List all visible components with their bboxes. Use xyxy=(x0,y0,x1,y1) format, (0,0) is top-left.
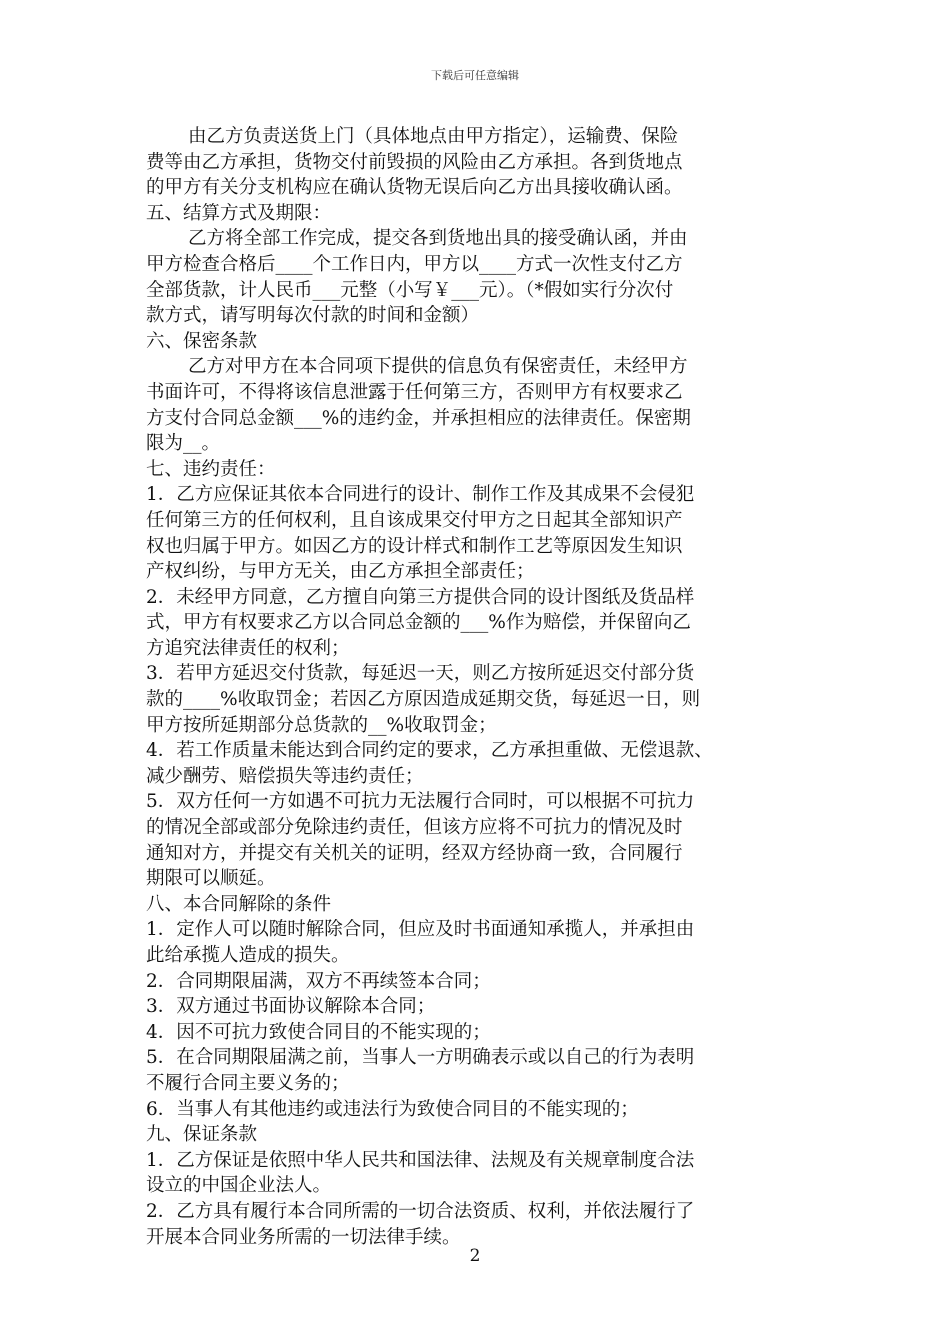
page-number: 2 xyxy=(469,1246,481,1266)
text-line: 期限可以顺延。 xyxy=(146,868,276,890)
text-line: 七、违约责任： xyxy=(146,458,276,480)
text-line: 六、保密条款 xyxy=(146,330,258,352)
text-line: 乙方将全部工作完成，提交各到货地出具的接受确认函，并由 xyxy=(188,228,688,250)
text-line: 5．双方任何一方如遇不可抗力无法履行合同时，可以根据不可抗力 xyxy=(146,791,695,813)
text-line: 乙方对甲方在本合同项下提供的信息负有保密责任，未经甲方 xyxy=(188,356,688,378)
text-line: 的情况全部或部分免除违约责任，但该方应将不可抗力的情况及时 xyxy=(146,817,683,839)
text-line: 通知对方，并提交有关机关的证明，经双方经协商一致，合同履行 xyxy=(146,842,683,864)
text-line: 费等由乙方承担，货物交付前毁损的风险由乙方承担。各到货地点 xyxy=(146,151,683,173)
text-line: 1．乙方应保证其依本合同进行的设计、制作工作及其成果不会侵犯 xyxy=(146,484,695,506)
text-line: 全部货款，计人民币___元整（小写￥___元）。（*假如实行分次付 xyxy=(146,279,674,301)
text-line: 6．当事人有其他违约或违法行为致使合同目的不能实现的； xyxy=(146,1098,639,1120)
text-line: 2．乙方具有履行本合同所需的一切合法资质、权利，并依法履行了 xyxy=(146,1200,695,1222)
text-line: 4．若工作质量未能达到合同约定的要求，乙方承担重做、无偿退款、 xyxy=(146,740,713,762)
text-line: 甲方检查合格后____个工作日内，甲方以____方式一次性支付乙方 xyxy=(146,253,683,275)
text-line: 4．因不可抗力致使合同目的不能实现的； xyxy=(146,1021,491,1043)
text-line: 五、结算方式及期限： xyxy=(146,202,332,224)
text-line: 不履行合同主要义务的； xyxy=(146,1072,350,1094)
text-line: 任何第三方的任何权利，且自该成果交付甲方之日起其全部知识产 xyxy=(146,509,683,531)
text-line: 限为__。 xyxy=(146,433,221,455)
text-line: 款方式，请写明每次付款的时间和金额） xyxy=(146,305,480,327)
text-line: 方追究法律责任的权利； xyxy=(146,637,350,659)
text-line: 九、保证条款 xyxy=(146,1124,258,1146)
text-line: 方支付合同总金额___%的违约金，并承担相应的法律责任。保密期 xyxy=(146,407,691,429)
text-line: 甲方按所延期部分总货款的__%收取罚金； xyxy=(146,714,497,736)
text-line: 的甲方有关分支机构应在确认货物无误后向乙方出具接收确认函。 xyxy=(146,177,683,199)
text-line: 由乙方负责送货上门（具体地点由甲方指定），运输费、保险 xyxy=(188,126,679,147)
text-line: 开展本合同业务所需的一切法律手续。 xyxy=(146,1226,461,1248)
text-line: 产权纠纷，与甲方无关，由乙方承担全部责任； xyxy=(146,561,535,583)
contract-body xyxy=(146,124,826,1250)
text-line: 此给承揽人造成的损失。 xyxy=(146,945,350,966)
text-line: 3．双方通过书面协议解除本合同； xyxy=(146,996,436,1018)
text-line: 式，甲方有权要求乙方以合同总金额的___%作为赔偿，并保留向乙 xyxy=(146,612,691,634)
page-header-note: 下载后可任意编辑 xyxy=(431,69,519,82)
text-line: 2．未经甲方同意，乙方擅自向第三方提供合同的设计图纸及货品样 xyxy=(146,586,695,608)
text-line: 减少酬劳、赔偿损失等违约责任； xyxy=(146,765,424,787)
text-line: 1．乙方保证是依照中华人民共和国法律、法规及有关规章制度合法 xyxy=(146,1149,695,1171)
text-line: 八、本合同解除的条件 xyxy=(146,893,332,915)
text-line: 设立的中国企业法人。 xyxy=(146,1175,332,1197)
text-line: 款的____%收取罚金；若因乙方原因造成延期交货，每延迟一日，则 xyxy=(146,689,701,711)
text-line: 1．定作人可以随时解除合同，但应及时书面通知承揽人，并承担由 xyxy=(146,919,695,941)
text-line: 3．若甲方延迟交付货款，每延迟一天，则乙方按所延迟交付部分货 xyxy=(146,663,695,685)
text-line: 5．在合同期限届满之前，当事人一方明确表示或以自己的行为表明 xyxy=(146,1047,695,1069)
text-line: 书面许可，不得将该信息泄露于任何第三方，否则甲方有权要求乙 xyxy=(146,381,683,403)
text-line: 2．合同期限届满，双方不再续签本合同； xyxy=(146,970,491,992)
text-line: 权也归属于甲方。如因乙方的设计样式和制作工艺等原因发生知识 xyxy=(146,535,683,557)
